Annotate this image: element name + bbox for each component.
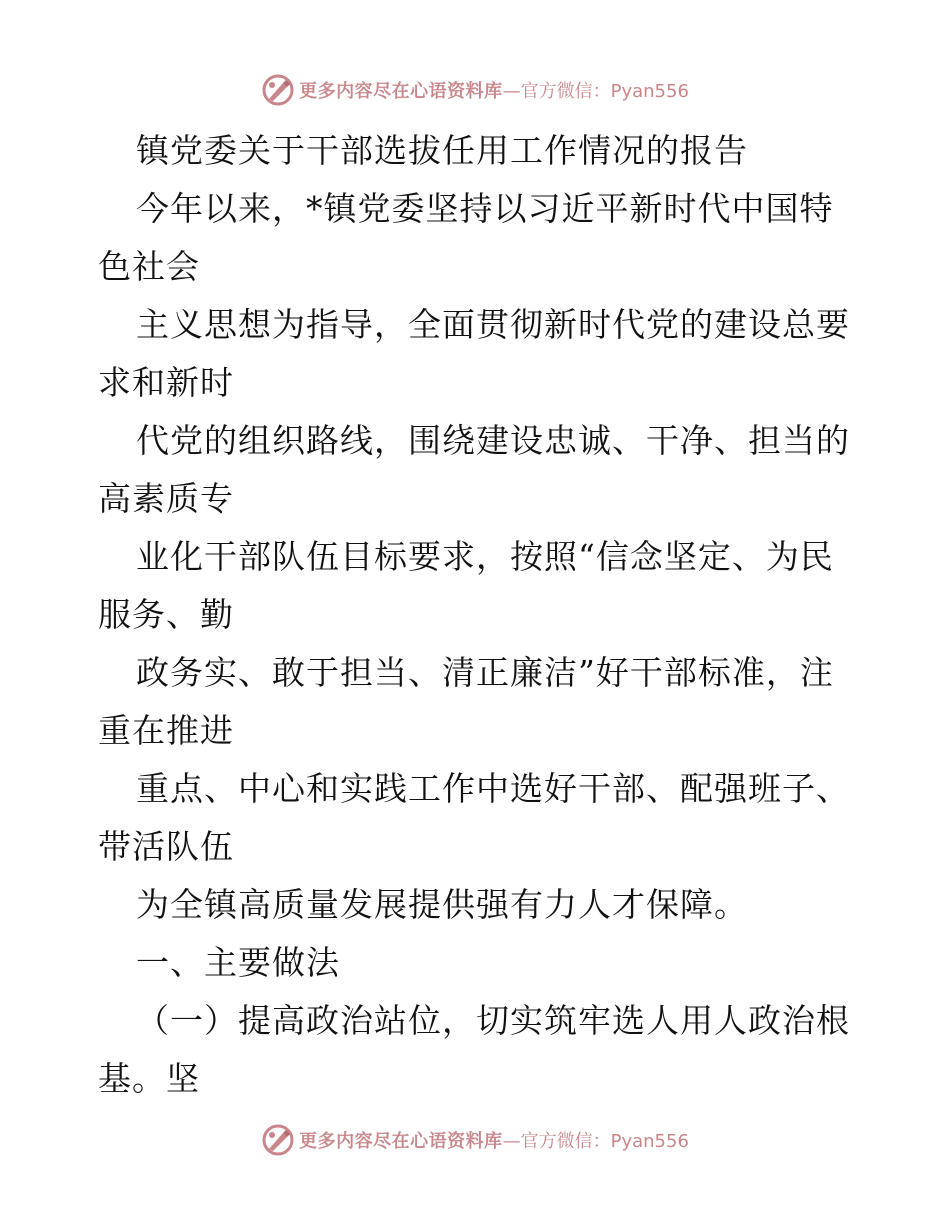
pen-seal-icon: [261, 73, 295, 107]
watermark-wechat-text: —官方微信：Pyan556: [502, 1131, 689, 1152]
watermark-brand-text: 更多内容尽在心语资料库: [299, 81, 503, 102]
watermark-banner-top: [0, 70, 950, 110]
document-line: 基。坚: [98, 1059, 200, 1098]
pen-seal-icon: [261, 1123, 295, 1157]
watermark-banner-bottom: [0, 1120, 950, 1160]
document-line: 代党的组织路线，围绕建设忠诚、干净、担当的: [136, 421, 850, 460]
document-line: 高素质专: [98, 479, 234, 518]
document-line: 带活队伍: [98, 827, 234, 866]
document-line: 主义思想为指导，全面贯彻新时代党的建设总要: [136, 305, 850, 344]
document-body: [98, 122, 858, 1108]
watermark-brand-text: 更多内容尽在心语资料库: [299, 1131, 503, 1152]
document-line: 业化干部队伍目标要求，按照“信念坚定、为民: [136, 537, 834, 576]
document-line: 重点、中心和实践工作中选好干部、配强班子、: [136, 769, 850, 808]
document-line: 今年以来，*镇党委坚持以习近平新时代中国特: [136, 189, 834, 228]
document-line: 一、主要做法: [136, 943, 340, 982]
document-line: 重在推进: [98, 711, 234, 750]
document-line: 为全镇高质量发展提供强有力人才保障。: [136, 885, 748, 924]
document-line: 求和新时: [98, 363, 234, 402]
document-line: 政务实、敢于担当、清正廉洁”好干部标准，注: [136, 653, 834, 692]
document-line: 色社会: [98, 247, 200, 286]
watermark-wechat-text: —官方微信：Pyan556: [502, 81, 689, 102]
document-line: 服务、勤: [98, 595, 234, 634]
document-line: 镇党委关于干部选拔任用工作情况的报告: [136, 131, 748, 170]
document-line: （一）提高政治站位，切实筑牢选人用人政治根: [136, 1001, 850, 1040]
